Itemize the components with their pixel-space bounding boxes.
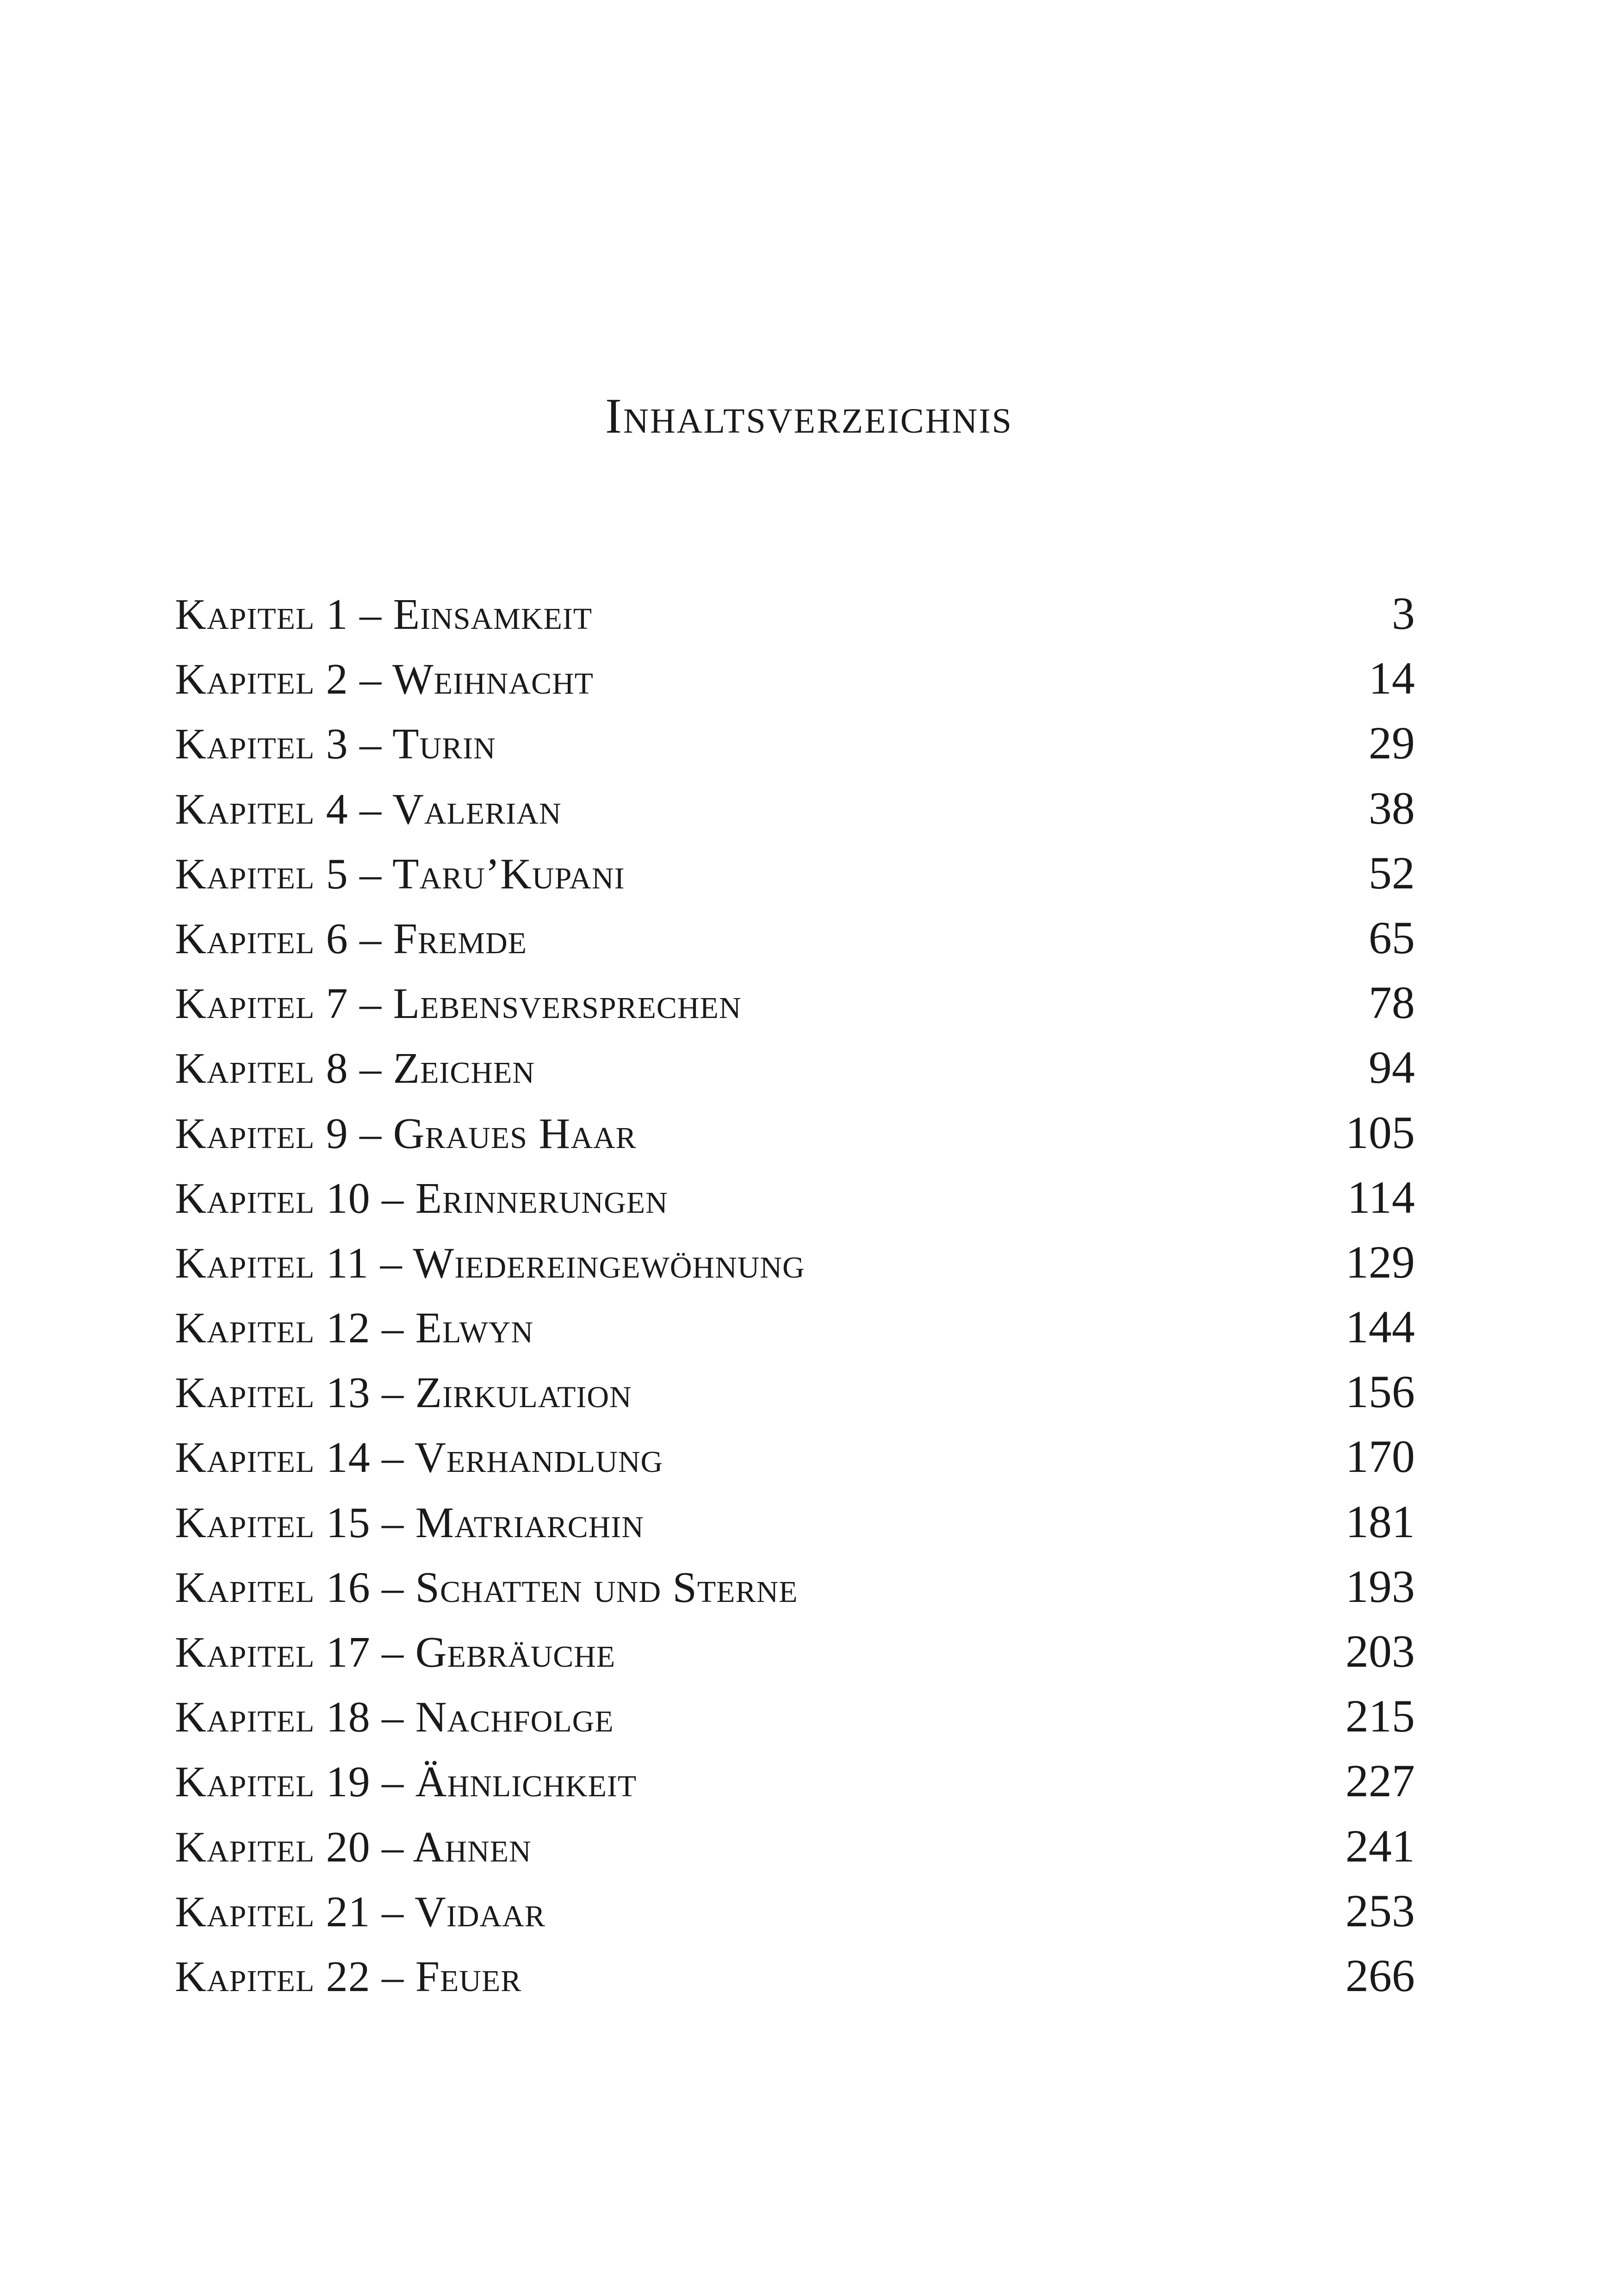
toc-entry [175,1295,1415,1359]
toc-entry [175,1035,1415,1100]
toc-entry-label: Kapitel 19 – Ähnlichkeit [175,1758,637,1806]
toc-entry-page-number: 129 [1345,1236,1415,1288]
toc-entry [175,1619,1415,1684]
toc-entry-label: Kapitel 22 – Feuer [175,1952,522,2001]
toc-entry [175,711,1415,776]
toc-entry-page-number: 3 [1392,588,1415,639]
toc-entry [175,581,1415,646]
toc-entry-page-number: 203 [1345,1626,1415,1677]
toc-entry [175,1100,1415,1165]
toc-entry-page-number: 181 [1345,1496,1415,1547]
table-of-contents [175,581,1415,2008]
toc-entry [175,776,1415,841]
toc-entry-label: Kapitel 20 – Ahnen [175,1823,532,1871]
toc-entry-page-number: 52 [1369,847,1415,899]
toc-entry-page-number: 144 [1345,1301,1415,1353]
toc-entry [175,1489,1415,1554]
toc-entry-label: Kapitel 16 – Schatten und Sterne [175,1563,798,1612]
toc-entry [175,1943,1415,2008]
toc-entry-label: Kapitel 10 – Erinnerungen [175,1174,668,1222]
toc-entry-label: Kapitel 4 – Valerian [175,785,562,833]
toc-entry-page-number: 170 [1345,1431,1415,1483]
toc-entry-page-number: 114 [1347,1171,1415,1223]
toc-entry-label: Kapitel 6 – Fremde [175,914,527,963]
toc-entry [175,906,1415,970]
toc-entry-page-number: 266 [1345,1949,1415,2001]
toc-entry [175,970,1415,1035]
toc-entry [175,1879,1415,1943]
toc-entry [175,1749,1415,1813]
toc-entry [175,1230,1415,1295]
toc-entry-label: Kapitel 14 – Verhandlung [175,1433,663,1482]
toc-entry-page-number: 156 [1345,1366,1415,1418]
toc-entry [175,1424,1415,1489]
toc-entry-page-number: 94 [1369,1042,1415,1093]
toc-entry-label: Kapitel 12 – Elwyn [175,1304,534,1353]
toc-entry-label: Kapitel 5 – Taru’Kupani [175,850,625,898]
toc-entry-label: Kapitel 7 – Lebensversprechen [175,980,742,1028]
toc-entry-page-number: 215 [1345,1690,1415,1742]
page-title: Inhaltsverzeichnis [605,389,1013,444]
toc-entry-page-number: 29 [1369,717,1415,769]
toc-entry-label: Kapitel 9 – Graues Haar [175,1109,637,1158]
toc-entry-page-number: 227 [1345,1755,1415,1807]
toc-entry-label: Kapitel 13 – Zirkulation [175,1369,632,1417]
toc-entry [175,1554,1415,1619]
toc-entry-label: Kapitel 8 – Zeichen [175,1044,535,1093]
toc-entry-page-number: 193 [1345,1560,1415,1612]
toc-entry-page-number: 241 [1345,1820,1415,1872]
toc-entry [175,841,1415,906]
toc-entry [175,1684,1415,1749]
toc-entry-page-number: 65 [1369,912,1415,963]
toc-entry-label: Kapitel 2 – Weihnacht [175,655,594,704]
toc-entry-label: Kapitel 11 – Wiedereingewöhnung [175,1239,805,1287]
toc-entry-page-number: 105 [1345,1106,1415,1158]
toc-entry [175,1165,1415,1230]
toc-entry-page-number: 38 [1369,782,1415,834]
toc-entry [175,1814,1415,1879]
toc-entry [175,646,1415,711]
toc-entry-label: Kapitel 18 – Nachfolge [175,1693,614,1742]
toc-entry-label: Kapitel 17 – Gebräuche [175,1628,616,1676]
toc-entry-label: Kapitel 21 – Vidaar [175,1887,546,1936]
toc-entry-label: Kapitel 15 – Matriarchin [175,1498,644,1547]
toc-entry-label: Kapitel 3 – Turin [175,720,496,769]
toc-entry-label: Kapitel 1 – Einsamkeit [175,590,593,639]
toc-entry-page-number: 78 [1369,977,1415,1029]
toc-entry-page-number: 253 [1345,1885,1415,1936]
toc-entry-page-number: 14 [1369,652,1415,704]
toc-entry [175,1359,1415,1424]
